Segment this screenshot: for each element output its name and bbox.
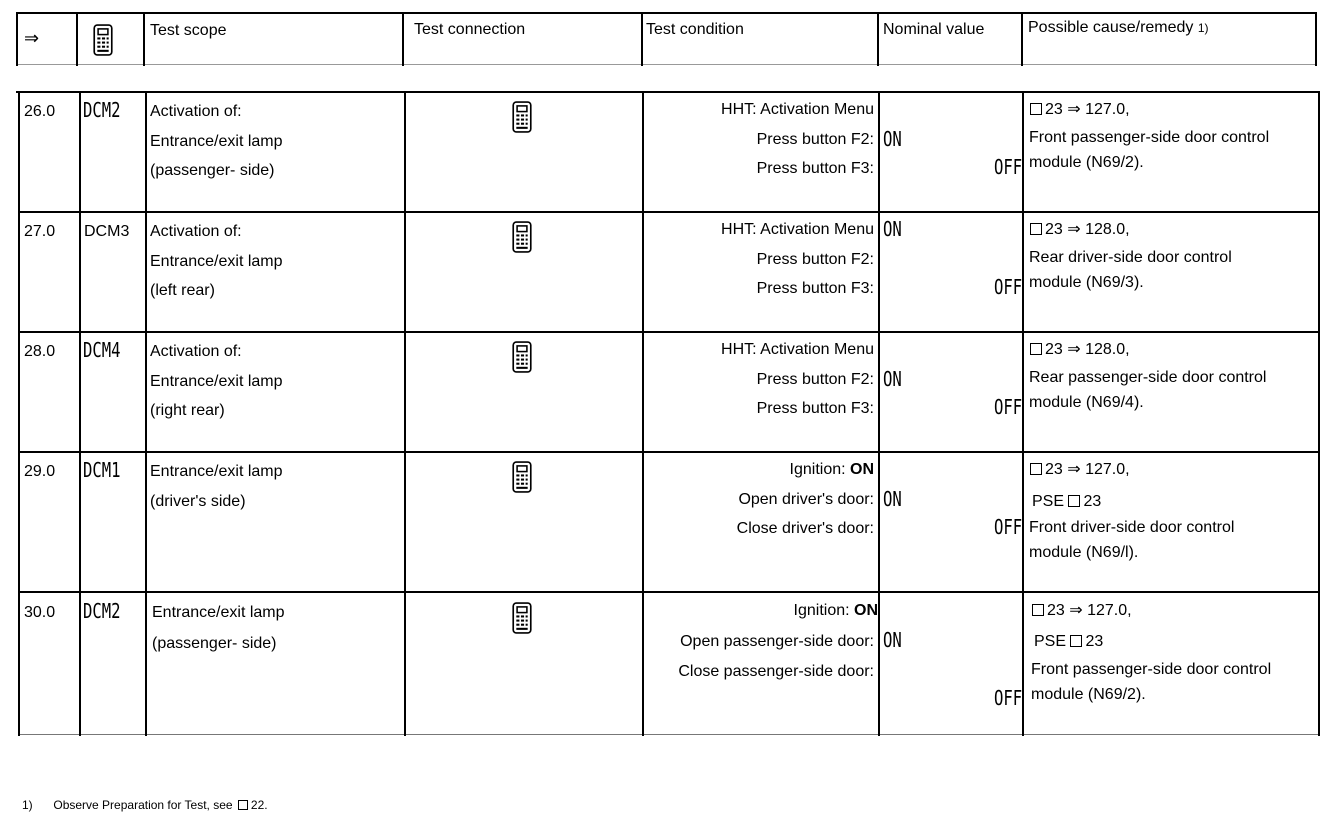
header-footnote-ref: 1) bbox=[1197, 21, 1209, 35]
row-number: 27.0 bbox=[24, 223, 56, 240]
cause-reference bbox=[1030, 340, 1130, 360]
scope-line: (right rear) bbox=[150, 402, 225, 419]
reference-box-icon bbox=[1068, 495, 1080, 507]
condition-line: HHT: Activation Menu bbox=[721, 101, 874, 118]
condition-ignition bbox=[794, 601, 878, 621]
row-number: 29.0 bbox=[24, 463, 56, 480]
condition-line: Press button F3: bbox=[756, 400, 874, 417]
condition-line: HHT: Activation Menu bbox=[721, 341, 874, 358]
nominal-on: ON bbox=[883, 217, 902, 241]
cause-line: module (N69/2). bbox=[1029, 154, 1144, 171]
scope-line: Entrance/exit lamp bbox=[150, 253, 283, 270]
reference-box-icon bbox=[1030, 223, 1042, 235]
hand-held-tester-icon bbox=[511, 341, 533, 373]
footnote-ref: 22. bbox=[250, 798, 268, 812]
nominal-off: OFF bbox=[993, 515, 1022, 539]
hand-held-tester-icon bbox=[92, 24, 114, 56]
footnote-text: Observe Preparation for Test, see bbox=[53, 798, 233, 812]
cause-ref-text: 23 ⇒ 128.0, bbox=[1045, 341, 1130, 358]
cause-line: Rear driver-side door control bbox=[1029, 249, 1232, 266]
scope-line: Entrance/exit lamp bbox=[150, 463, 283, 480]
row-number: 30.0 bbox=[24, 604, 56, 621]
reference-box-icon bbox=[238, 800, 248, 810]
pse-reference bbox=[1032, 492, 1101, 512]
scope-line: Activation of: bbox=[150, 223, 242, 240]
cause-reference bbox=[1030, 220, 1130, 240]
cause-ref-text: 23 ⇒ 128.0, bbox=[1045, 221, 1130, 238]
scope-line: (left rear) bbox=[150, 282, 215, 299]
cause-reference bbox=[1030, 100, 1130, 120]
scope-line: (passenger- side) bbox=[150, 162, 275, 179]
cause-ref-text: 23 ⇒ 127.0, bbox=[1047, 602, 1132, 619]
cause-line: Front driver-side door control bbox=[1029, 519, 1235, 536]
reference-box-icon bbox=[1070, 635, 1082, 647]
scope-line: Entrance/exit lamp bbox=[152, 604, 285, 621]
pse-ref-text: 23 bbox=[1085, 633, 1104, 650]
cause-line: module (N69/l). bbox=[1029, 544, 1139, 561]
condition-line: Press button F3: bbox=[756, 280, 874, 297]
row-number: 28.0 bbox=[24, 343, 56, 360]
pse-label: PSE bbox=[1032, 493, 1065, 510]
scope-line: (passenger- side) bbox=[152, 635, 277, 652]
condition-line: Open passenger-side door: bbox=[680, 633, 874, 650]
cause-line: module (N69/2). bbox=[1031, 686, 1146, 703]
cause-ref-text: 23 ⇒ 127.0, bbox=[1045, 101, 1130, 118]
row-code: DCM1 bbox=[83, 458, 121, 482]
nominal-on: ON bbox=[883, 367, 902, 391]
condition-line: HHT: Activation Menu bbox=[721, 221, 874, 238]
condition-line: Press button F2: bbox=[756, 131, 874, 148]
row-code: DCM2 bbox=[83, 98, 121, 122]
footnote bbox=[22, 795, 268, 815]
scope-line: Activation of: bbox=[150, 343, 242, 360]
header-test-scope: Test scope bbox=[150, 22, 227, 39]
nominal-off: OFF bbox=[993, 395, 1022, 419]
condition-line: Open driver's door: bbox=[738, 491, 874, 508]
header-test-condition: Test condition bbox=[646, 21, 744, 38]
scope-line: Entrance/exit lamp bbox=[150, 373, 283, 390]
nominal-off: OFF bbox=[993, 275, 1022, 299]
pse-label: PSE bbox=[1034, 633, 1067, 650]
nominal-on: ON bbox=[883, 628, 902, 652]
condition-line: Press button F2: bbox=[756, 251, 874, 268]
cause-reference bbox=[1032, 601, 1132, 621]
scope-line: Entrance/exit lamp bbox=[150, 133, 283, 150]
condition-ignition-label: Ignition: bbox=[789, 461, 850, 478]
condition-line: Close driver's door: bbox=[736, 520, 874, 537]
hand-held-tester-icon bbox=[511, 602, 533, 634]
cause-line: Front passenger-side door control bbox=[1031, 661, 1272, 678]
pse-reference bbox=[1034, 632, 1103, 652]
pse-ref-text: 23 bbox=[1083, 493, 1102, 510]
row-code: DCM2 bbox=[83, 599, 121, 623]
nominal-off: OFF bbox=[993, 686, 1022, 710]
cause-line: module (N69/4). bbox=[1029, 394, 1144, 411]
cause-line: Rear passenger-side door control bbox=[1029, 369, 1267, 386]
header-nominal-value: Nominal value bbox=[883, 21, 985, 38]
condition-ignition-label: Ignition: bbox=[793, 602, 854, 619]
hand-held-tester-icon bbox=[511, 461, 533, 493]
row-number: 26.0 bbox=[24, 103, 56, 120]
footnote-marker: 1) bbox=[22, 798, 33, 812]
condition-ignition-value: ON bbox=[850, 461, 874, 478]
reference-box-icon bbox=[1032, 604, 1044, 616]
row-code: DCM3 bbox=[84, 223, 130, 240]
hand-held-tester-icon bbox=[511, 101, 533, 133]
nominal-on: ON bbox=[883, 127, 902, 151]
cause-reference bbox=[1030, 460, 1130, 480]
hand-held-tester-icon bbox=[511, 221, 533, 253]
condition-line: Press button F2: bbox=[756, 371, 874, 388]
reference-box-icon bbox=[1030, 343, 1042, 355]
cause-line: Front passenger-side door control bbox=[1029, 129, 1270, 146]
header-arrow: ⇒ bbox=[24, 28, 40, 48]
nominal-off: OFF bbox=[993, 155, 1022, 179]
nominal-on: ON bbox=[883, 487, 902, 511]
condition-line: Close passenger-side door: bbox=[678, 663, 874, 680]
header-test-connection: Test connection bbox=[414, 21, 526, 38]
reference-box-icon bbox=[1030, 463, 1042, 475]
header-possible-cause bbox=[1028, 18, 1209, 38]
row-code: DCM4 bbox=[83, 338, 121, 362]
condition-ignition bbox=[790, 460, 874, 480]
cause-line: module (N69/3). bbox=[1029, 274, 1144, 291]
cause-ref-text: 23 ⇒ 127.0, bbox=[1045, 461, 1130, 478]
scope-line: Activation of: bbox=[150, 103, 242, 120]
condition-ignition-value: ON bbox=[854, 602, 878, 619]
header-possible-cause-label: Possible cause/remedy bbox=[1028, 19, 1194, 36]
reference-box-icon bbox=[1030, 103, 1042, 115]
scope-line: (driver's side) bbox=[150, 493, 246, 510]
condition-line: Press button F3: bbox=[756, 160, 874, 177]
